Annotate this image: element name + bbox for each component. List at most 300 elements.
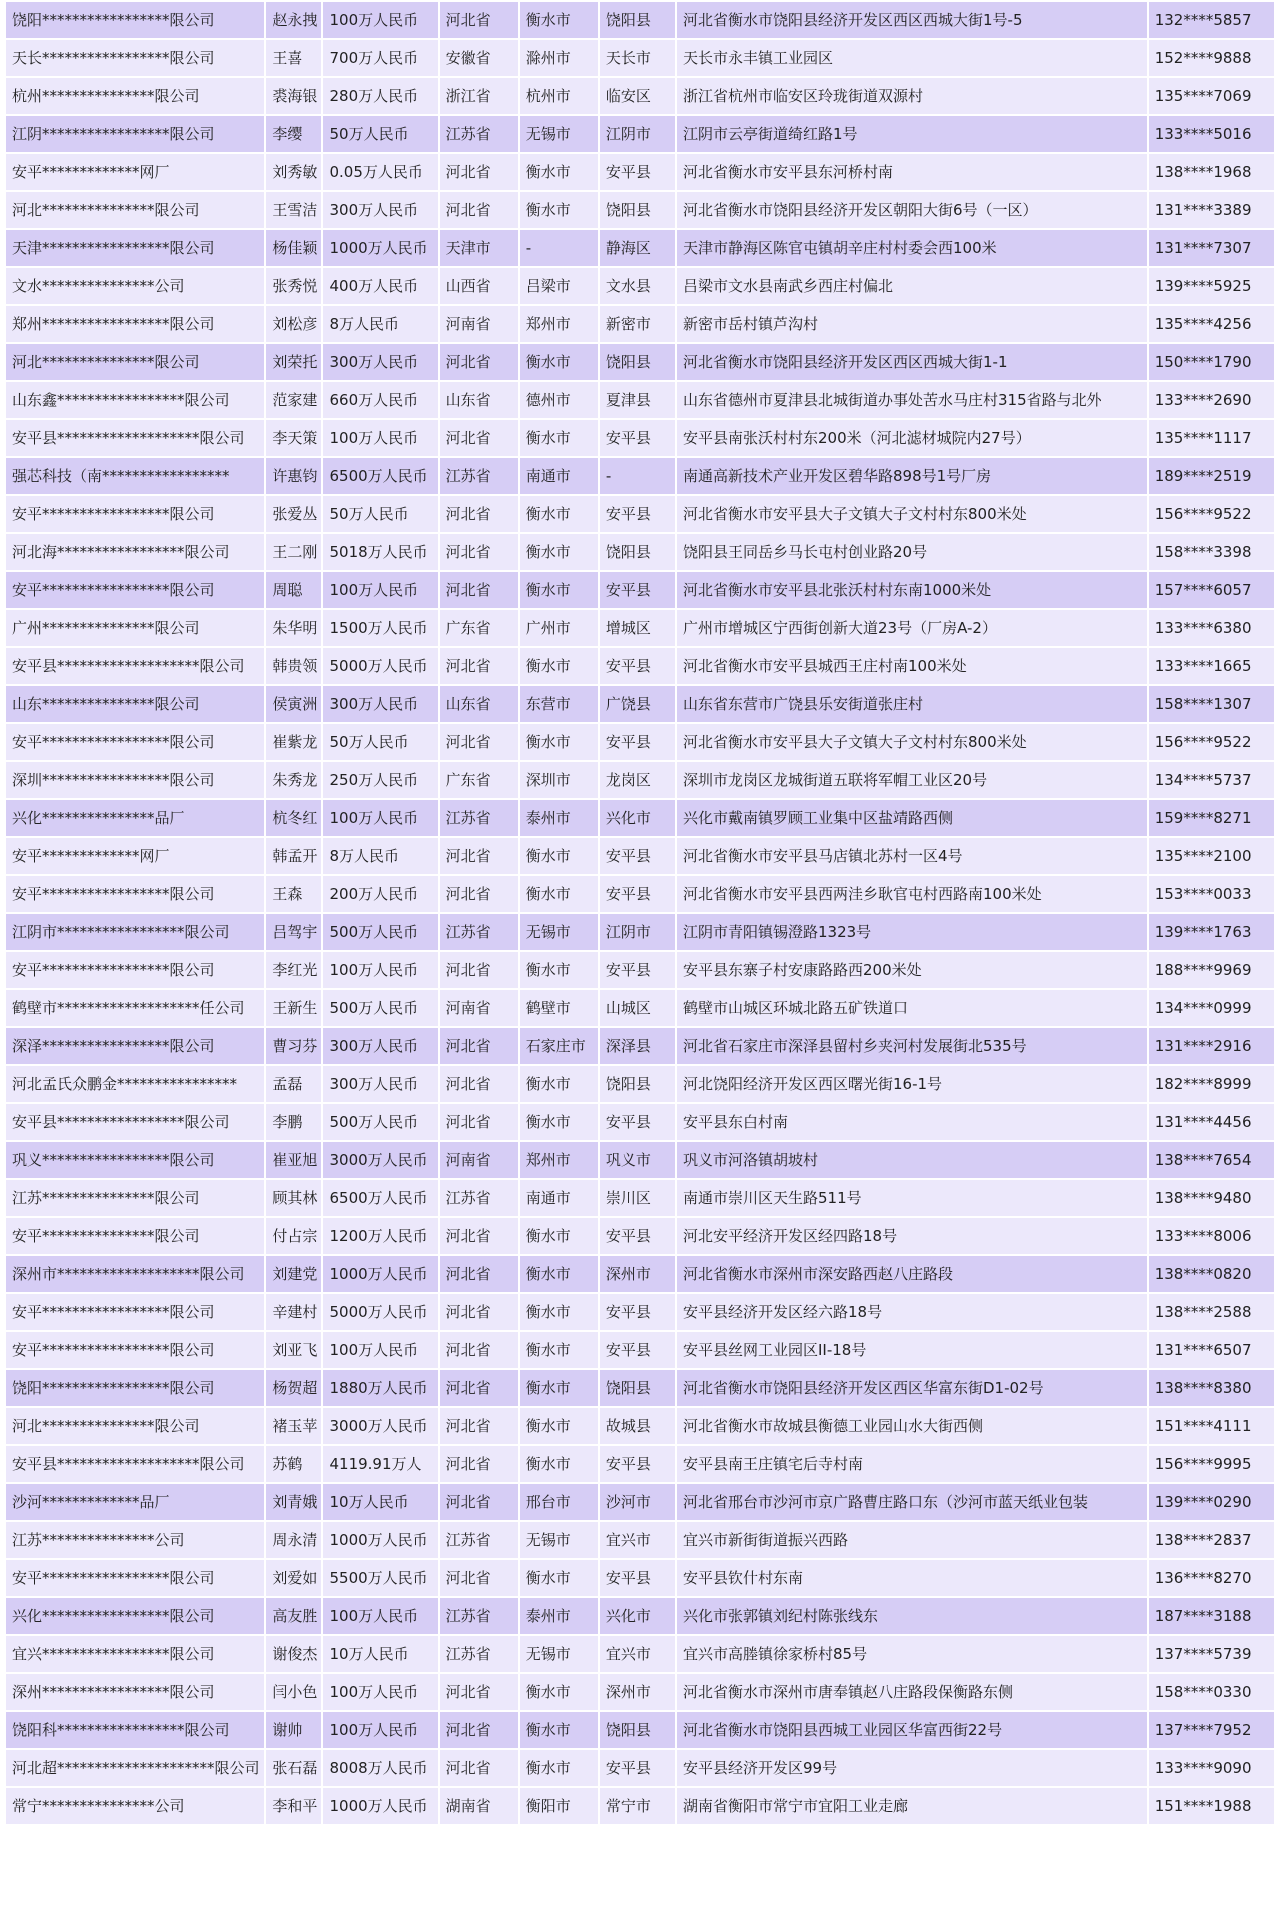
company-name-cell: 河北***************限公司 bbox=[6, 344, 264, 380]
legal-rep-cell: 刘秀敏 bbox=[266, 154, 321, 190]
table-row bbox=[6, 268, 1274, 304]
company-name-cell: 江苏***************限公司 bbox=[6, 1180, 264, 1216]
phone-cell: 138****8380 bbox=[1149, 1370, 1274, 1406]
company-name-cell: 安平*************网厂 bbox=[6, 154, 264, 190]
district-cell: 安平县 bbox=[600, 1750, 675, 1786]
legal-rep-cell: 王森 bbox=[266, 876, 321, 912]
phone-cell: 139****0290 bbox=[1149, 1484, 1274, 1520]
phone-cell: 156****9522 bbox=[1149, 724, 1274, 760]
legal-rep-cell: 孟磊 bbox=[266, 1066, 321, 1102]
table-row bbox=[6, 1636, 1274, 1672]
address-cell: 河北省衡水市深州市唐奉镇赵八庄路段保衡路东侧 bbox=[677, 1674, 1147, 1710]
address-cell: 吕梁市文水县南武乡西庄村偏北 bbox=[677, 268, 1147, 304]
province-cell: 河北省 bbox=[440, 1370, 518, 1406]
city-cell: 衡水市 bbox=[520, 1560, 598, 1596]
district-cell: 增城区 bbox=[600, 610, 675, 646]
city-cell: 衡水市 bbox=[520, 420, 598, 456]
city-cell: 无锡市 bbox=[520, 1522, 598, 1558]
province-cell: 河北省 bbox=[440, 876, 518, 912]
address-cell: 南通市崇川区天生路511号 bbox=[677, 1180, 1147, 1216]
address-cell: 广州市增城区宁西街创新大道23号（厂房A-2） bbox=[677, 610, 1147, 646]
registered-capital-cell: 1200万人民币 bbox=[323, 1218, 437, 1254]
province-cell: 河北省 bbox=[440, 496, 518, 532]
phone-cell: 150****1790 bbox=[1149, 344, 1274, 380]
table-row bbox=[6, 116, 1274, 152]
district-cell: 安平县 bbox=[600, 724, 675, 760]
company-name-cell: 安平*****************限公司 bbox=[6, 1560, 264, 1596]
legal-rep-cell: 李鹏 bbox=[266, 1104, 321, 1140]
legal-rep-cell: 朱华明 bbox=[266, 610, 321, 646]
city-cell: 杭州市 bbox=[520, 78, 598, 114]
phone-cell: 134****0999 bbox=[1149, 990, 1274, 1026]
province-cell: 河北省 bbox=[440, 952, 518, 988]
city-cell: 衡水市 bbox=[520, 572, 598, 608]
district-cell: 龙岗区 bbox=[600, 762, 675, 798]
phone-cell: 138****1968 bbox=[1149, 154, 1274, 190]
city-cell: 无锡市 bbox=[520, 116, 598, 152]
phone-cell: 135****7069 bbox=[1149, 78, 1274, 114]
registered-capital-cell: 500万人民币 bbox=[323, 914, 437, 950]
province-cell: 江苏省 bbox=[440, 1180, 518, 1216]
province-cell: 河北省 bbox=[440, 2, 518, 38]
company-name-cell: 安平县*****************限公司 bbox=[6, 1104, 264, 1140]
address-cell: 河北省衡水市安平县马店镇北苏村一区4号 bbox=[677, 838, 1147, 874]
city-cell: 鹤壁市 bbox=[520, 990, 598, 1026]
company-name-cell: 文水***************公司 bbox=[6, 268, 264, 304]
registered-capital-cell: 10万人民币 bbox=[323, 1636, 437, 1672]
province-cell: 河北省 bbox=[440, 1294, 518, 1330]
legal-rep-cell: 周永清 bbox=[266, 1522, 321, 1558]
legal-rep-cell: 刘建党 bbox=[266, 1256, 321, 1292]
district-cell: 安平县 bbox=[600, 1104, 675, 1140]
province-cell: 浙江省 bbox=[440, 78, 518, 114]
company-name-cell: 郑州*****************限公司 bbox=[6, 306, 264, 342]
province-cell: 安徽省 bbox=[440, 40, 518, 76]
registered-capital-cell: 1000万人民币 bbox=[323, 1256, 437, 1292]
district-cell: 饶阳县 bbox=[600, 534, 675, 570]
legal-rep-cell: 范家建 bbox=[266, 382, 321, 418]
registered-capital-cell: 700万人民币 bbox=[323, 40, 437, 76]
address-cell: 河北安平经济开发区经四路18号 bbox=[677, 1218, 1147, 1254]
city-cell: 衡水市 bbox=[520, 534, 598, 570]
company-name-cell: 鹤壁市*******************任公司 bbox=[6, 990, 264, 1026]
phone-cell: 137****7952 bbox=[1149, 1712, 1274, 1748]
registered-capital-cell: 6500万人民币 bbox=[323, 458, 437, 494]
phone-cell: 158****3398 bbox=[1149, 534, 1274, 570]
registered-capital-cell: 400万人民币 bbox=[323, 268, 437, 304]
address-cell: 江阴市云亭街道绮红路1号 bbox=[677, 116, 1147, 152]
table-row bbox=[6, 230, 1274, 266]
address-cell: 河北省邢台市沙河市京广路曹庄路口东（沙河市蓝天纸业包装 bbox=[677, 1484, 1147, 1520]
district-cell: 文水县 bbox=[600, 268, 675, 304]
city-cell: 衡水市 bbox=[520, 2, 598, 38]
table-row bbox=[6, 154, 1274, 190]
city-cell: 南通市 bbox=[520, 458, 598, 494]
legal-rep-cell: 谢帅 bbox=[266, 1712, 321, 1748]
phone-cell: 131****6507 bbox=[1149, 1332, 1274, 1368]
district-cell: 安平县 bbox=[600, 572, 675, 608]
address-cell: 南通高新技术产业开发区碧华路898号1号厂房 bbox=[677, 458, 1147, 494]
province-cell: 广东省 bbox=[440, 762, 518, 798]
address-cell: 河北省衡水市饶阳县经济开发区西区华富东街D1-02号 bbox=[677, 1370, 1147, 1406]
table-row bbox=[6, 534, 1274, 570]
registered-capital-cell: 8万人民币 bbox=[323, 838, 437, 874]
province-cell: 河北省 bbox=[440, 1218, 518, 1254]
address-cell: 鹤壁市山城区环城北路五矿铁道口 bbox=[677, 990, 1147, 1026]
district-cell: 饶阳县 bbox=[600, 344, 675, 380]
city-cell: 衡水市 bbox=[520, 1332, 598, 1368]
registered-capital-cell: 50万人民币 bbox=[323, 496, 437, 532]
table-row bbox=[6, 1446, 1274, 1482]
city-cell: 衡水市 bbox=[520, 1256, 598, 1292]
district-cell: 安平县 bbox=[600, 154, 675, 190]
phone-cell: 139****5925 bbox=[1149, 268, 1274, 304]
legal-rep-cell: 王喜 bbox=[266, 40, 321, 76]
province-cell: 河北省 bbox=[440, 648, 518, 684]
city-cell: 南通市 bbox=[520, 1180, 598, 1216]
district-cell: 饶阳县 bbox=[600, 1370, 675, 1406]
address-cell: 河北省衡水市安平县大子文镇大子文村村东800米处 bbox=[677, 724, 1147, 760]
city-cell: 衡水市 bbox=[520, 838, 598, 874]
legal-rep-cell: 杨佳颖 bbox=[266, 230, 321, 266]
province-cell: 江苏省 bbox=[440, 116, 518, 152]
province-cell: 河北省 bbox=[440, 154, 518, 190]
legal-rep-cell: 高友胜 bbox=[266, 1598, 321, 1634]
company-name-cell: 安平*****************限公司 bbox=[6, 876, 264, 912]
district-cell: 宜兴市 bbox=[600, 1522, 675, 1558]
district-cell: 安平县 bbox=[600, 648, 675, 684]
city-cell: 衡水市 bbox=[520, 1446, 598, 1482]
registered-capital-cell: 100万人民币 bbox=[323, 420, 437, 456]
company-name-cell: 山东鑫*****************限公司 bbox=[6, 382, 264, 418]
legal-rep-cell: 裘海银 bbox=[266, 78, 321, 114]
city-cell: 衡水市 bbox=[520, 876, 598, 912]
phone-cell: 157****6057 bbox=[1149, 572, 1274, 608]
table-row bbox=[6, 914, 1274, 950]
address-cell: 河北省衡水市安平县城西王庄村南100米处 bbox=[677, 648, 1147, 684]
district-cell: 饶阳县 bbox=[600, 1066, 675, 1102]
phone-cell: 138****0820 bbox=[1149, 1256, 1274, 1292]
table-row bbox=[6, 648, 1274, 684]
address-cell: 河北饶阳经济开发区西区曙光街16-1号 bbox=[677, 1066, 1147, 1102]
registered-capital-cell: 100万人民币 bbox=[323, 572, 437, 608]
company-name-cell: 杭州***************限公司 bbox=[6, 78, 264, 114]
province-cell: 河北省 bbox=[440, 1066, 518, 1102]
company-name-cell: 沙河*************品厂 bbox=[6, 1484, 264, 1520]
legal-rep-cell: 韩孟开 bbox=[266, 838, 321, 874]
province-cell: 河北省 bbox=[440, 1674, 518, 1710]
city-cell: 滁州市 bbox=[520, 40, 598, 76]
city-cell: 衡水市 bbox=[520, 1712, 598, 1748]
legal-rep-cell: 许惠钧 bbox=[266, 458, 321, 494]
phone-cell: 182****8999 bbox=[1149, 1066, 1274, 1102]
district-cell: 山城区 bbox=[600, 990, 675, 1026]
company-name-cell: 安平***************限公司 bbox=[6, 1218, 264, 1254]
district-cell: 常宁市 bbox=[600, 1788, 675, 1824]
phone-cell: 135****1117 bbox=[1149, 420, 1274, 456]
registered-capital-cell: 6500万人民币 bbox=[323, 1180, 437, 1216]
registered-capital-cell: 200万人民币 bbox=[323, 876, 437, 912]
legal-rep-cell: 顾其林 bbox=[266, 1180, 321, 1216]
registered-capital-cell: 100万人民币 bbox=[323, 1332, 437, 1368]
province-cell: 江苏省 bbox=[440, 458, 518, 494]
legal-rep-cell: 王二刚 bbox=[266, 534, 321, 570]
district-cell: 安平县 bbox=[600, 1560, 675, 1596]
table-row bbox=[6, 1408, 1274, 1444]
registered-capital-cell: 280万人民币 bbox=[323, 78, 437, 114]
company-name-cell: 天长*****************限公司 bbox=[6, 40, 264, 76]
address-cell: 饶阳县王同岳乡马长屯村创业路20号 bbox=[677, 534, 1147, 570]
city-cell: 东营市 bbox=[520, 686, 598, 722]
district-cell: 新密市 bbox=[600, 306, 675, 342]
address-cell: 安平县钦什村东南 bbox=[677, 1560, 1147, 1596]
city-cell: 深圳市 bbox=[520, 762, 598, 798]
table-row bbox=[6, 610, 1274, 646]
table-row bbox=[6, 306, 1274, 342]
table-row bbox=[6, 1218, 1274, 1254]
legal-rep-cell: 张石磊 bbox=[266, 1750, 321, 1786]
province-cell: 江苏省 bbox=[440, 1598, 518, 1634]
registered-capital-cell: 8008万人民币 bbox=[323, 1750, 437, 1786]
province-cell: 河北省 bbox=[440, 1332, 518, 1368]
city-cell: 广州市 bbox=[520, 610, 598, 646]
registered-capital-cell: 300万人民币 bbox=[323, 192, 437, 228]
city-cell: 衡水市 bbox=[520, 192, 598, 228]
table-row bbox=[6, 1294, 1274, 1330]
legal-rep-cell: 王新生 bbox=[266, 990, 321, 1026]
table-row bbox=[6, 762, 1274, 798]
phone-cell: 131****2916 bbox=[1149, 1028, 1274, 1064]
registered-capital-cell: 250万人民币 bbox=[323, 762, 437, 798]
phone-cell: 131****7307 bbox=[1149, 230, 1274, 266]
legal-rep-cell: 吕驾宇 bbox=[266, 914, 321, 950]
province-cell: 广东省 bbox=[440, 610, 518, 646]
company-name-cell: 安平县*******************限公司 bbox=[6, 648, 264, 684]
city-cell: 泰州市 bbox=[520, 1598, 598, 1634]
address-cell: 河北省石家庄市深泽县留村乡夹河村发展街北535号 bbox=[677, 1028, 1147, 1064]
table-row bbox=[6, 1674, 1274, 1710]
legal-rep-cell: 崔亚旭 bbox=[266, 1142, 321, 1178]
company-name-cell: 宜兴*****************限公司 bbox=[6, 1636, 264, 1672]
city-cell: 衡水市 bbox=[520, 1674, 598, 1710]
legal-rep-cell: 刘亚飞 bbox=[266, 1332, 321, 1368]
legal-rep-cell: 刘青娥 bbox=[266, 1484, 321, 1520]
province-cell: 湖南省 bbox=[440, 1788, 518, 1824]
province-cell: 河北省 bbox=[440, 192, 518, 228]
district-cell: 饶阳县 bbox=[600, 1712, 675, 1748]
phone-cell: 138****7654 bbox=[1149, 1142, 1274, 1178]
address-cell: 湖南省衡阳市常宁市宜阳工业走廊 bbox=[677, 1788, 1147, 1824]
province-cell: 河北省 bbox=[440, 1104, 518, 1140]
legal-rep-cell: 褚玉苹 bbox=[266, 1408, 321, 1444]
district-cell: 深泽县 bbox=[600, 1028, 675, 1064]
province-cell: 河北省 bbox=[440, 344, 518, 380]
registered-capital-cell: 100万人民币 bbox=[323, 952, 437, 988]
company-name-cell: 山东***************限公司 bbox=[6, 686, 264, 722]
district-cell: 崇川区 bbox=[600, 1180, 675, 1216]
company-name-cell: 江阴*****************限公司 bbox=[6, 116, 264, 152]
province-cell: 河北省 bbox=[440, 1750, 518, 1786]
city-cell: 石家庄市 bbox=[520, 1028, 598, 1064]
province-cell: 河北省 bbox=[440, 1408, 518, 1444]
registered-capital-cell: 5000万人民币 bbox=[323, 1294, 437, 1330]
province-cell: 山东省 bbox=[440, 686, 518, 722]
company-name-cell: 河北海*****************限公司 bbox=[6, 534, 264, 570]
city-cell: 衡水市 bbox=[520, 1104, 598, 1140]
city-cell: 衡水市 bbox=[520, 1218, 598, 1254]
province-cell: 河南省 bbox=[440, 990, 518, 1026]
address-cell: 安平县经济开发区经六路18号 bbox=[677, 1294, 1147, 1330]
table-row bbox=[6, 1180, 1274, 1216]
registered-capital-cell: 300万人民币 bbox=[323, 344, 437, 380]
phone-cell: 138****2837 bbox=[1149, 1522, 1274, 1558]
district-cell: 江阴市 bbox=[600, 914, 675, 950]
registered-capital-cell: 1000万人民币 bbox=[323, 230, 437, 266]
legal-rep-cell: 谢俊杰 bbox=[266, 1636, 321, 1672]
table-row bbox=[6, 1370, 1274, 1406]
company-name-cell: 安平*****************限公司 bbox=[6, 572, 264, 608]
registered-capital-cell: 100万人民币 bbox=[323, 1598, 437, 1634]
city-cell: 德州市 bbox=[520, 382, 598, 418]
company-name-cell: 饶阳*****************限公司 bbox=[6, 2, 264, 38]
legal-rep-cell: 刘荣托 bbox=[266, 344, 321, 380]
district-cell: 安平县 bbox=[600, 1294, 675, 1330]
phone-cell: 132****5857 bbox=[1149, 2, 1274, 38]
registered-capital-cell: 500万人民币 bbox=[323, 1104, 437, 1140]
phone-cell: 158****1307 bbox=[1149, 686, 1274, 722]
city-cell: 衡水市 bbox=[520, 648, 598, 684]
province-cell: 河北省 bbox=[440, 420, 518, 456]
table-row bbox=[6, 78, 1274, 114]
registered-capital-cell: 660万人民币 bbox=[323, 382, 437, 418]
company-name-cell: 安平*************网厂 bbox=[6, 838, 264, 874]
registered-capital-cell: 50万人民币 bbox=[323, 116, 437, 152]
district-cell: 静海区 bbox=[600, 230, 675, 266]
phone-cell: 133****2690 bbox=[1149, 382, 1274, 418]
legal-rep-cell: 曹习芬 bbox=[266, 1028, 321, 1064]
phone-cell: 159****8271 bbox=[1149, 800, 1274, 836]
province-cell: 河北省 bbox=[440, 1256, 518, 1292]
company-name-cell: 兴化***************品厂 bbox=[6, 800, 264, 836]
company-name-cell: 安平*****************限公司 bbox=[6, 1332, 264, 1368]
city-cell: 衡水市 bbox=[520, 154, 598, 190]
registered-capital-cell: 5000万人民币 bbox=[323, 648, 437, 684]
table-row bbox=[6, 344, 1274, 380]
phone-cell: 133****8006 bbox=[1149, 1218, 1274, 1254]
phone-cell: 138****9480 bbox=[1149, 1180, 1274, 1216]
legal-rep-cell: 王雪洁 bbox=[266, 192, 321, 228]
district-cell: 江阴市 bbox=[600, 116, 675, 152]
district-cell: 安平县 bbox=[600, 1332, 675, 1368]
legal-rep-cell: 刘松彦 bbox=[266, 306, 321, 342]
city-cell: 郑州市 bbox=[520, 1142, 598, 1178]
district-cell: 宜兴市 bbox=[600, 1636, 675, 1672]
registered-capital-cell: 100万人民币 bbox=[323, 1674, 437, 1710]
district-cell: 巩义市 bbox=[600, 1142, 675, 1178]
district-cell: 深州市 bbox=[600, 1674, 675, 1710]
province-cell: 江苏省 bbox=[440, 914, 518, 950]
address-cell: 河北省衡水市饶阳县西城工业园区华富西街22号 bbox=[677, 1712, 1147, 1748]
province-cell: 山西省 bbox=[440, 268, 518, 304]
table-row bbox=[6, 192, 1274, 228]
table-row bbox=[6, 952, 1274, 988]
company-name-cell: 巩义*****************限公司 bbox=[6, 1142, 264, 1178]
phone-cell: 156****9995 bbox=[1149, 1446, 1274, 1482]
phone-cell: 138****2588 bbox=[1149, 1294, 1274, 1330]
district-cell: 广饶县 bbox=[600, 686, 675, 722]
table-row bbox=[6, 458, 1274, 494]
city-cell: 衡水市 bbox=[520, 1750, 598, 1786]
registered-capital-cell: 100万人民币 bbox=[323, 1712, 437, 1748]
district-cell: 安平县 bbox=[600, 420, 675, 456]
phone-cell: 135****2100 bbox=[1149, 838, 1274, 874]
table-row bbox=[6, 1256, 1274, 1292]
phone-cell: 158****0330 bbox=[1149, 1674, 1274, 1710]
city-cell: 衡水市 bbox=[520, 1066, 598, 1102]
address-cell: 天津市静海区陈官屯镇胡辛庄村村委会西100米 bbox=[677, 230, 1147, 266]
province-cell: 河北省 bbox=[440, 838, 518, 874]
address-cell: 河北省衡水市安平县大子文镇大子文村村东800米处 bbox=[677, 496, 1147, 532]
registered-capital-cell: 5500万人民币 bbox=[323, 1560, 437, 1596]
legal-rep-cell: 韩贵领 bbox=[266, 648, 321, 684]
company-name-cell: 安平*****************限公司 bbox=[6, 952, 264, 988]
district-cell: 夏津县 bbox=[600, 382, 675, 418]
phone-cell: 137****5739 bbox=[1149, 1636, 1274, 1672]
city-cell: 衡水市 bbox=[520, 496, 598, 532]
registered-capital-cell: 10万人民币 bbox=[323, 1484, 437, 1520]
table-row bbox=[6, 1750, 1274, 1786]
province-cell: 河南省 bbox=[440, 306, 518, 342]
province-cell: 河北省 bbox=[440, 1560, 518, 1596]
table-row bbox=[6, 1066, 1274, 1102]
city-cell: 郑州市 bbox=[520, 306, 598, 342]
legal-rep-cell: 朱秀龙 bbox=[266, 762, 321, 798]
province-cell: 江苏省 bbox=[440, 1636, 518, 1672]
province-cell: 河北省 bbox=[440, 1712, 518, 1748]
company-name-cell: 安平*****************限公司 bbox=[6, 724, 264, 760]
address-cell: 兴化市戴南镇罗顾工业集中区盐靖路西侧 bbox=[677, 800, 1147, 836]
phone-cell: 151****4111 bbox=[1149, 1408, 1274, 1444]
phone-cell: 153****0033 bbox=[1149, 876, 1274, 912]
company-name-cell: 强芯科技（南***************** bbox=[6, 458, 264, 494]
address-cell: 兴化市张郭镇刘纪村陈张线东 bbox=[677, 1598, 1147, 1634]
city-cell: 衡阳市 bbox=[520, 1788, 598, 1824]
registered-capital-cell: 300万人民币 bbox=[323, 1066, 437, 1102]
district-cell: 故城县 bbox=[600, 1408, 675, 1444]
phone-cell: 131****4456 bbox=[1149, 1104, 1274, 1140]
district-cell: 安平县 bbox=[600, 496, 675, 532]
address-cell: 河北省衡水市饶阳县经济开发区西区西城大街1-1 bbox=[677, 344, 1147, 380]
phone-cell: 188****9969 bbox=[1149, 952, 1274, 988]
address-cell: 巩义市河洛镇胡坡村 bbox=[677, 1142, 1147, 1178]
phone-cell: 133****5016 bbox=[1149, 116, 1274, 152]
address-cell: 河北省衡水市饶阳县经济开发区西区西城大街1号-5 bbox=[677, 2, 1147, 38]
district-cell: 深州市 bbox=[600, 1256, 675, 1292]
company-name-cell: 江阴市*****************限公司 bbox=[6, 914, 264, 950]
table-row bbox=[6, 724, 1274, 760]
city-cell: 泰州市 bbox=[520, 800, 598, 836]
district-cell: 安平县 bbox=[600, 1218, 675, 1254]
phone-cell: 133****1665 bbox=[1149, 648, 1274, 684]
legal-rep-cell: 闫小色 bbox=[266, 1674, 321, 1710]
city-cell: 邢台市 bbox=[520, 1484, 598, 1520]
registered-capital-cell: 1880万人民币 bbox=[323, 1370, 437, 1406]
address-cell: 河北省衡水市安平县北张沃村村东南1000米处 bbox=[677, 572, 1147, 608]
table-row bbox=[6, 686, 1274, 722]
registered-capital-cell: 0.05万人民币 bbox=[323, 154, 437, 190]
company-name-cell: 安平县*******************限公司 bbox=[6, 1446, 264, 1482]
phone-cell: 135****4256 bbox=[1149, 306, 1274, 342]
